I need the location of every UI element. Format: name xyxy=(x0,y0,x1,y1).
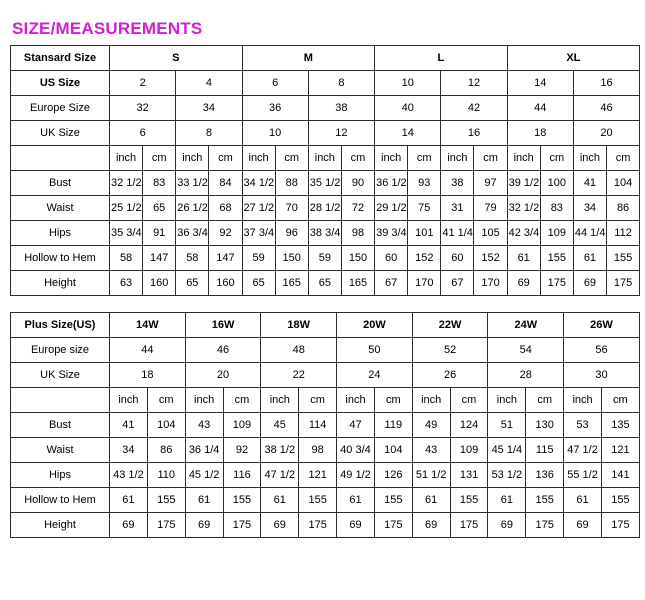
cell: 84 xyxy=(209,170,242,195)
cell: 39 3/4 xyxy=(375,220,408,245)
cell: 110 xyxy=(147,462,185,487)
cell: 49 1/2 xyxy=(337,462,375,487)
cell: 61 xyxy=(185,487,223,512)
cell: 59 xyxy=(308,245,341,270)
cell: 150 xyxy=(341,245,374,270)
cell: 65 xyxy=(308,270,341,295)
cell: 150 xyxy=(275,245,308,270)
cell: 60 xyxy=(375,245,408,270)
cell: 40 xyxy=(375,95,441,120)
cell: 170 xyxy=(474,270,507,295)
cell: 175 xyxy=(601,512,639,537)
cell: 105 xyxy=(474,220,507,245)
cell: 49 xyxy=(412,412,450,437)
cell: 28 xyxy=(488,362,564,387)
cell: 20 xyxy=(185,362,261,387)
cell: 41 xyxy=(110,412,148,437)
cell: 22 xyxy=(261,362,337,387)
group-size-m: M xyxy=(242,45,375,70)
cell: 47 1/2 xyxy=(261,462,299,487)
cell: 61 xyxy=(261,487,299,512)
cell: 175 xyxy=(607,270,640,295)
cell: 37 3/4 xyxy=(242,220,275,245)
cell: 34 xyxy=(573,195,606,220)
group-size-18w: 18W xyxy=(261,312,337,337)
row-label-height: Height xyxy=(11,270,110,295)
row-label-europe-size: Europe size xyxy=(11,337,110,362)
table-row xyxy=(11,337,640,362)
group-size-14w: 14W xyxy=(110,312,186,337)
cell: 4 xyxy=(176,70,242,95)
cell: 16 xyxy=(573,70,639,95)
cell: 69 xyxy=(507,270,540,295)
unit-cell: inch xyxy=(242,145,275,170)
cell: 12 xyxy=(441,70,507,95)
unit-cell: inch xyxy=(507,145,540,170)
table-row xyxy=(11,487,640,512)
table-row xyxy=(11,412,640,437)
cell: 69 xyxy=(488,512,526,537)
cell: 61 xyxy=(337,487,375,512)
group-size-l: L xyxy=(375,45,508,70)
cell: 45 1/2 xyxy=(185,462,223,487)
cell: 175 xyxy=(540,270,573,295)
unit-cell: inch xyxy=(337,387,375,412)
cell: 41 xyxy=(573,170,606,195)
cell: 155 xyxy=(374,487,412,512)
table-row xyxy=(11,437,640,462)
cell: 61 xyxy=(507,245,540,270)
cell: 97 xyxy=(474,170,507,195)
cell: 65 xyxy=(143,195,176,220)
cell: 93 xyxy=(408,170,441,195)
group-size-xl: XL xyxy=(507,45,640,70)
cell: 69 xyxy=(110,512,148,537)
cell: 52 xyxy=(412,337,488,362)
cell: 47 xyxy=(337,412,375,437)
cell: 63 xyxy=(110,270,143,295)
cell: 36 1/2 xyxy=(375,170,408,195)
cell: 38 1/2 xyxy=(261,437,299,462)
cell: 35 1/2 xyxy=(308,170,341,195)
cell: 53 1/2 xyxy=(488,462,526,487)
group-size-20w: 20W xyxy=(337,312,413,337)
cell: 44 xyxy=(110,337,186,362)
group-size-26w: 26W xyxy=(564,312,640,337)
table-spacer xyxy=(8,296,637,312)
cell: 155 xyxy=(450,487,488,512)
unit-cell: cm xyxy=(275,145,308,170)
cell: 45 1/4 xyxy=(488,437,526,462)
cell: 43 xyxy=(412,437,450,462)
cell: 61 xyxy=(110,487,148,512)
cell: 67 xyxy=(441,270,474,295)
cell: 34 1/2 xyxy=(242,170,275,195)
cell: 131 xyxy=(450,462,488,487)
cell: 98 xyxy=(341,220,374,245)
cell: 50 xyxy=(337,337,413,362)
table-row xyxy=(11,170,640,195)
cell: 26 xyxy=(412,362,488,387)
cell: 109 xyxy=(223,412,261,437)
table-row xyxy=(11,70,640,95)
cell: 92 xyxy=(223,437,261,462)
cell: 28 1/2 xyxy=(308,195,341,220)
unit-cell: cm xyxy=(450,387,488,412)
row-label-hips: Hips xyxy=(11,220,110,245)
cell: 53 xyxy=(564,412,602,437)
unit-cell: inch xyxy=(375,145,408,170)
cell: 45 xyxy=(261,412,299,437)
cell: 119 xyxy=(374,412,412,437)
cell: 69 xyxy=(412,512,450,537)
table-row xyxy=(11,270,640,295)
cell: 121 xyxy=(601,437,639,462)
cell: 41 1/4 xyxy=(441,220,474,245)
cell: 101 xyxy=(408,220,441,245)
cell: 75 xyxy=(408,195,441,220)
cell: 44 xyxy=(507,95,573,120)
unit-cell: inch xyxy=(488,387,526,412)
unit-cell: cm xyxy=(147,387,185,412)
unit-cell: cm xyxy=(540,145,573,170)
table-row xyxy=(11,312,640,337)
cell: 83 xyxy=(143,170,176,195)
cell: 36 1/4 xyxy=(185,437,223,462)
cell: 25 1/2 xyxy=(110,195,143,220)
plus-size-header: Plus Size(US) xyxy=(11,312,110,337)
cell: 6 xyxy=(242,70,308,95)
cell: 39 1/2 xyxy=(507,170,540,195)
cell: 27 1/2 xyxy=(242,195,275,220)
cell: 67 xyxy=(375,270,408,295)
cell: 109 xyxy=(450,437,488,462)
cell: 47 1/2 xyxy=(564,437,602,462)
cell: 38 xyxy=(308,95,374,120)
row-label-hollow-to-hem: Hollow to Hem xyxy=(11,245,110,270)
table-row xyxy=(11,45,640,70)
cell: 116 xyxy=(223,462,261,487)
empty-cell xyxy=(11,145,110,170)
cell: 124 xyxy=(450,412,488,437)
standard-size-header: Stansard Size xyxy=(11,45,110,70)
cell: 155 xyxy=(526,487,564,512)
cell: 104 xyxy=(374,437,412,462)
row-label-europe-size: Europe Size xyxy=(11,95,110,120)
cell: 51 1/2 xyxy=(412,462,450,487)
cell: 104 xyxy=(147,412,185,437)
unit-cell: cm xyxy=(223,387,261,412)
cell: 16 xyxy=(441,120,507,145)
cell: 141 xyxy=(601,462,639,487)
cell: 69 xyxy=(573,270,606,295)
cell: 135 xyxy=(601,412,639,437)
cell: 136 xyxy=(526,462,564,487)
cell: 65 xyxy=(242,270,275,295)
cell: 43 xyxy=(185,412,223,437)
unit-cell: inch xyxy=(176,145,209,170)
cell: 68 xyxy=(209,195,242,220)
cell: 155 xyxy=(223,487,261,512)
cell: 14 xyxy=(375,120,441,145)
cell: 40 3/4 xyxy=(337,437,375,462)
cell: 86 xyxy=(147,437,185,462)
cell: 65 xyxy=(176,270,209,295)
row-label-waist: Waist xyxy=(11,195,110,220)
table-row xyxy=(11,462,640,487)
unit-cell: cm xyxy=(474,145,507,170)
group-size-s: S xyxy=(110,45,243,70)
cell: 33 1/2 xyxy=(176,170,209,195)
cell: 18 xyxy=(110,362,186,387)
cell: 86 xyxy=(607,195,640,220)
cell: 55 1/2 xyxy=(564,462,602,487)
table-row xyxy=(11,95,640,120)
cell: 56 xyxy=(564,337,640,362)
cell: 38 xyxy=(441,170,474,195)
cell: 165 xyxy=(275,270,308,295)
unit-cell: inch xyxy=(412,387,450,412)
unit-cell: cm xyxy=(374,387,412,412)
cell: 36 3/4 xyxy=(176,220,209,245)
table-row-units xyxy=(11,145,640,170)
cell: 42 xyxy=(441,95,507,120)
cell: 160 xyxy=(143,270,176,295)
cell: 121 xyxy=(299,462,337,487)
cell: 115 xyxy=(526,437,564,462)
cell: 18 xyxy=(507,120,573,145)
table-row xyxy=(11,195,640,220)
cell: 61 xyxy=(564,487,602,512)
cell: 83 xyxy=(540,195,573,220)
row-label-hips: Hips xyxy=(11,462,110,487)
cell: 92 xyxy=(209,220,242,245)
table-row xyxy=(11,512,640,537)
cell: 175 xyxy=(526,512,564,537)
cell: 58 xyxy=(176,245,209,270)
cell: 79 xyxy=(474,195,507,220)
cell: 6 xyxy=(110,120,176,145)
cell: 69 xyxy=(337,512,375,537)
cell: 69 xyxy=(185,512,223,537)
unit-cell: inch xyxy=(261,387,299,412)
row-label-bust: Bust xyxy=(11,412,110,437)
cell: 29 1/2 xyxy=(375,195,408,220)
unit-cell: cm xyxy=(607,145,640,170)
table-row-units xyxy=(11,387,640,412)
cell: 88 xyxy=(275,170,308,195)
cell: 10 xyxy=(242,120,308,145)
cell: 96 xyxy=(275,220,308,245)
cell: 32 1/2 xyxy=(507,195,540,220)
cell: 175 xyxy=(147,512,185,537)
unit-cell: cm xyxy=(601,387,639,412)
cell: 175 xyxy=(450,512,488,537)
cell: 60 xyxy=(441,245,474,270)
cell: 32 1/2 xyxy=(110,170,143,195)
cell: 104 xyxy=(607,170,640,195)
cell: 59 xyxy=(242,245,275,270)
unit-cell: inch xyxy=(110,145,143,170)
unit-cell: inch xyxy=(110,387,148,412)
cell: 114 xyxy=(299,412,337,437)
table-row xyxy=(11,220,640,245)
cell: 24 xyxy=(337,362,413,387)
cell: 130 xyxy=(526,412,564,437)
cell: 46 xyxy=(573,95,639,120)
cell: 48 xyxy=(261,337,337,362)
plus-size-table xyxy=(10,312,640,538)
table-row xyxy=(11,245,640,270)
cell: 14 xyxy=(507,70,573,95)
cell: 61 xyxy=(573,245,606,270)
unit-cell: inch xyxy=(441,145,474,170)
cell: 91 xyxy=(143,220,176,245)
cell: 10 xyxy=(375,70,441,95)
table-row xyxy=(11,362,640,387)
empty-cell xyxy=(11,387,110,412)
cell: 54 xyxy=(488,337,564,362)
cell: 109 xyxy=(540,220,573,245)
unit-cell: cm xyxy=(299,387,337,412)
cell: 160 xyxy=(209,270,242,295)
cell: 147 xyxy=(143,245,176,270)
cell: 155 xyxy=(299,487,337,512)
cell: 8 xyxy=(308,70,374,95)
cell: 36 xyxy=(242,95,308,120)
row-label-waist: Waist xyxy=(11,437,110,462)
cell: 20 xyxy=(573,120,639,145)
cell: 30 xyxy=(564,362,640,387)
unit-cell: cm xyxy=(408,145,441,170)
cell: 100 xyxy=(540,170,573,195)
row-label-us-size: US Size xyxy=(11,70,110,95)
cell: 61 xyxy=(412,487,450,512)
cell: 175 xyxy=(374,512,412,537)
cell: 44 1/4 xyxy=(573,220,606,245)
cell: 147 xyxy=(209,245,242,270)
cell: 126 xyxy=(374,462,412,487)
cell: 90 xyxy=(341,170,374,195)
cell: 34 xyxy=(110,437,148,462)
group-size-16w: 16W xyxy=(185,312,261,337)
unit-cell: cm xyxy=(209,145,242,170)
row-label-uk-size: UK Size xyxy=(11,120,110,145)
cell: 35 3/4 xyxy=(110,220,143,245)
cell: 175 xyxy=(299,512,337,537)
cell: 175 xyxy=(223,512,261,537)
cell: 155 xyxy=(607,245,640,270)
row-label-bust: Bust xyxy=(11,170,110,195)
row-label-uk-size: UK Size xyxy=(11,362,110,387)
cell: 155 xyxy=(147,487,185,512)
cell: 26 1/2 xyxy=(176,195,209,220)
cell: 69 xyxy=(261,512,299,537)
cell: 2 xyxy=(110,70,176,95)
unit-cell: cm xyxy=(143,145,176,170)
cell: 61 xyxy=(488,487,526,512)
cell: 98 xyxy=(299,437,337,462)
unit-cell: inch xyxy=(308,145,341,170)
unit-cell: inch xyxy=(573,145,606,170)
cell: 72 xyxy=(341,195,374,220)
page-title: SIZE/MEASUREMENTS xyxy=(12,19,203,38)
unit-cell: cm xyxy=(341,145,374,170)
row-label-height: Height xyxy=(11,512,110,537)
cell: 46 xyxy=(185,337,261,362)
cell: 8 xyxy=(176,120,242,145)
group-size-24w: 24W xyxy=(488,312,564,337)
cell: 155 xyxy=(540,245,573,270)
cell: 32 xyxy=(110,95,176,120)
cell: 152 xyxy=(474,245,507,270)
unit-cell: inch xyxy=(185,387,223,412)
cell: 34 xyxy=(176,95,242,120)
unit-cell: inch xyxy=(564,387,602,412)
cell: 43 1/2 xyxy=(110,462,148,487)
cell: 152 xyxy=(408,245,441,270)
cell: 42 3/4 xyxy=(507,220,540,245)
cell: 112 xyxy=(607,220,640,245)
row-label-hollow-to-hem: Hollow to Hem xyxy=(11,487,110,512)
table-row xyxy=(11,120,640,145)
cell: 12 xyxy=(308,120,374,145)
cell: 70 xyxy=(275,195,308,220)
cell: 58 xyxy=(110,245,143,270)
cell: 155 xyxy=(601,487,639,512)
cell: 165 xyxy=(341,270,374,295)
cell: 69 xyxy=(564,512,602,537)
cell: 38 3/4 xyxy=(308,220,341,245)
cell: 170 xyxy=(408,270,441,295)
cell: 31 xyxy=(441,195,474,220)
unit-cell: cm xyxy=(526,387,564,412)
standard-size-table xyxy=(10,45,640,296)
cell: 51 xyxy=(488,412,526,437)
group-size-22w: 22W xyxy=(412,312,488,337)
